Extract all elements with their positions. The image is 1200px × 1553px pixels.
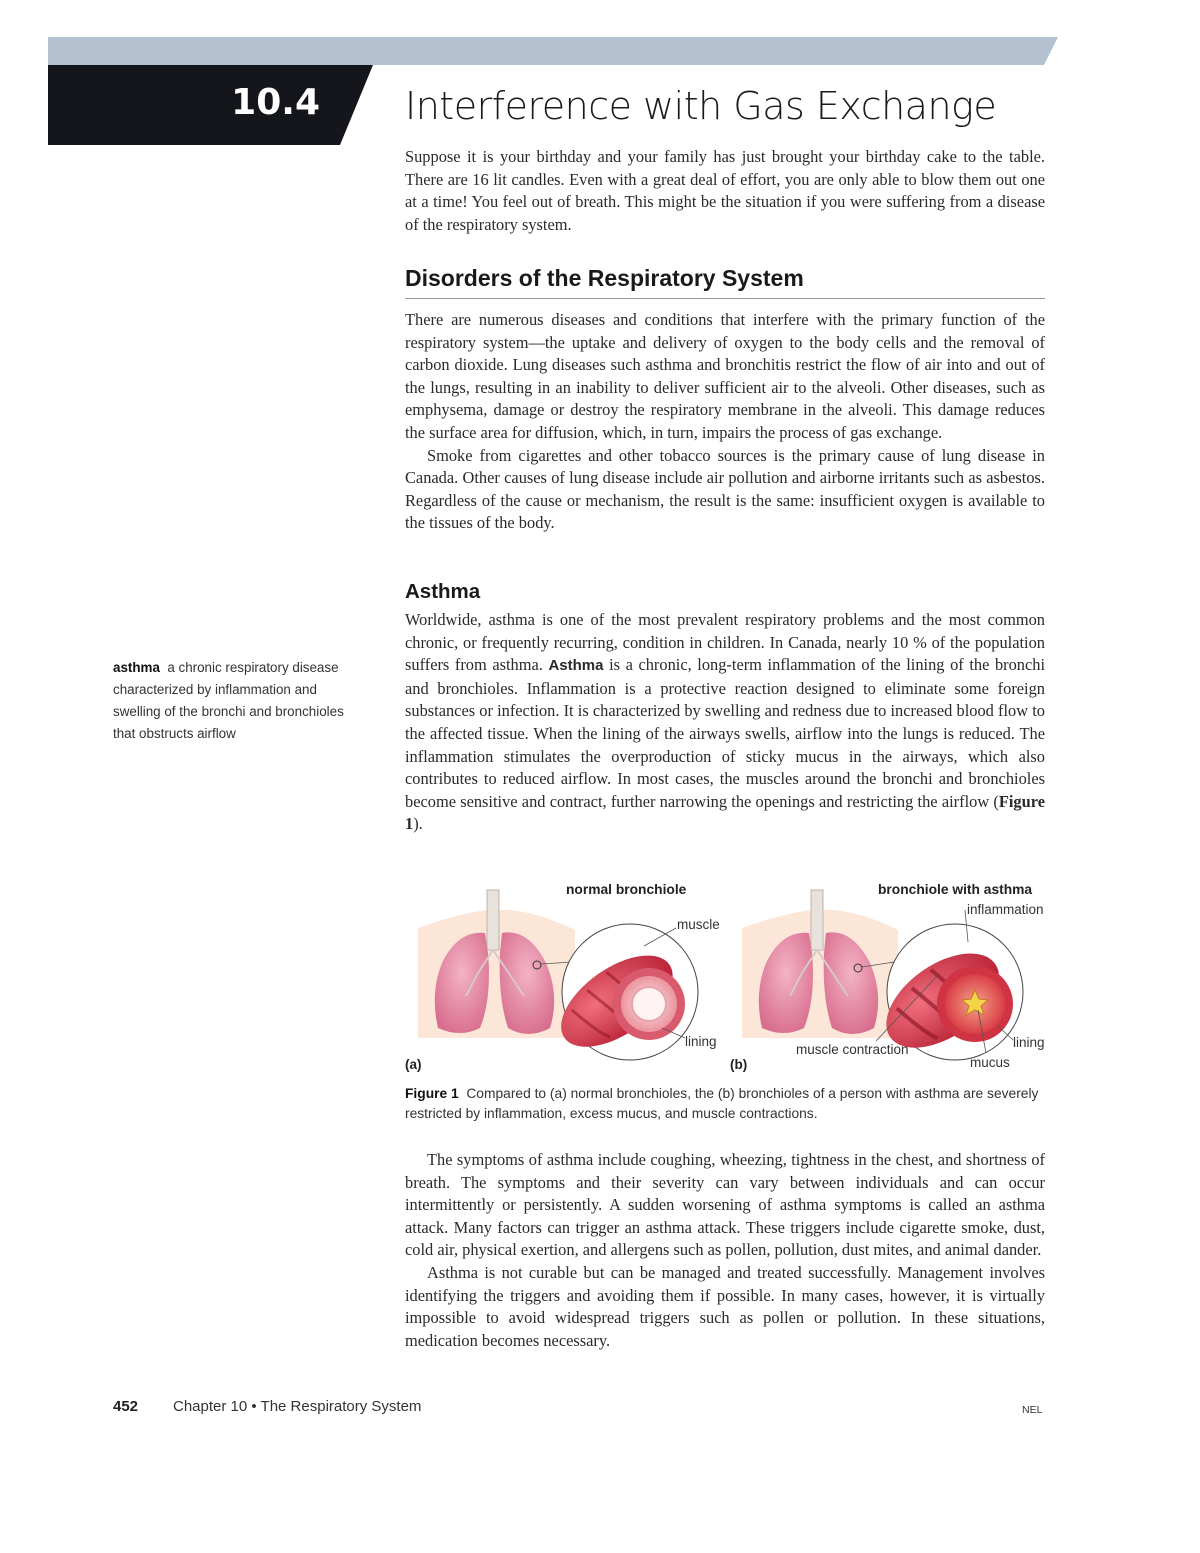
caption-label: Figure 1 [405,1086,459,1101]
margin-definition-text: a chronic respiratory disease characterized by inflammation and swelling of the bronchi and bronchioles that obstructs airflow [113,660,344,741]
label-muscle-contraction: muscle contraction [796,1042,909,1057]
figure-1 [400,878,1055,1078]
asthma-continued [405,1149,1045,1352]
panel-a-letter: (a) [405,1057,422,1072]
chapter-footer: Chapter 10 • The Respiratory System [173,1398,422,1415]
intro-paragraph: Suppose it is your birthday and your family has just brought your birthday cake to the table. There are 16 lit candles. Even with a great deal of effort, you are only able to blow them out one at a time! You feel out of breath. This might be the situation if you were suffering from a disease of the respiratory system. [405,147,1045,234]
asthma-p1-text-b: is a chronic, long-term inflammation of the lining of the bronchi and bronchioles. Inflammation is a protective reaction designed to eliminate some foreign substances or infection. It is characterized by swelling and redness due to increased blood flow to the affected tissue. When the lining of the airways swells, airflow into the lungs is reduced. The inflammation stimulates the overproduction of sticky mucus in the airways, which also contributes to reduced airflow. In most cases, the muscles around the bronchi and bronchioles become sensitive and contract, further narrowing the openings and restricting the airflow ( [405,655,1046,811]
disorders-paragraph-1: There are numerous diseases and conditions that interfere with the primary function of the respiratory system—the uptake and delivery of oxygen to the body cells and the removal of carbon dioxide. Lung diseases such asthma and bronchitis restrict the flow of air into and out of the lungs, resulting in an inability to deliver sufficient air to the alveoli. Other diseases, such as emphysema, damage or destroy the respiratory membrane in the alveoli. This damage reduces the surface area for diffusion, which, in turn, impairs the process of gas exchange. [405,310,1045,442]
publisher-mark: NEL [1022,1404,1043,1416]
margin-definition [113,657,363,745]
figure-caption [405,1084,1045,1124]
header-band [48,37,1058,65]
section-heading-disorders: Disorders of the Respiratory System [405,265,804,291]
page-number: 452 [113,1398,139,1415]
figure-reference: Figure 1 [405,791,1045,834]
asthma-paragraph-2: The symptoms of asthma include coughing, wheezing, tightness in the chest, and shortness of breath. The symptoms and their severity can vary between individuals and can occur intermittently or persistently. A sudden worsening of asthma symptoms is called an asthma attack. Many factors can trigger an asthma attack. These triggers include cigarette smoke, dust, cold air, physical exertion, and allergens such as pollen, pollution, dust mites, and animal dander. [405,1150,1045,1260]
label-lining-b: lining [1013,1035,1045,1050]
disorders-body [405,309,1045,535]
asthma-paragraph-1 [405,609,1045,836]
open-airway-a [632,987,666,1021]
heading-rule [405,298,1045,299]
trachea-b [811,890,823,950]
label-lining-a: lining [685,1034,717,1049]
label-inflammation: inflammation [967,902,1044,917]
panel-b-title: bronchiole with asthma [878,882,1033,897]
panel-a-title: normal bronchiole [566,882,687,897]
disorders-paragraph-2: Smoke from cigarettes and other tobacco sources is the primary cause of lung disease in Canada. Other causes of lung disease include air pollution and airborne irritants such as asbestos. Regardless of the cause or mechanism, the result is the same: insufficient oxygen is available to the tissues of the body. [405,445,1045,533]
margin-term: asthma [113,660,160,675]
asthma-paragraph-3: Asthma is not curable but can be managed and treated successfully. Management involves identifying the triggers and avoiding them if possible. In many cases, however, it is virtually impossible to avoid widespread triggers such as pollen or pollution. In these situations, medication becomes necessary. [405,1262,1045,1350]
label-mucus: mucus [970,1055,1010,1070]
caption-text: Compared to (a) normal bronchioles, the (b) bronchioles of a person with asthma are severely restricted by inflammation, excess mucus, and muscle contractions. [405,1086,1039,1121]
asthma-key-term: Asthma [548,657,604,675]
section-number: 10.4 [231,82,320,123]
label-muscle: muscle [677,917,720,932]
panel-b-letter: (b) [730,1057,748,1072]
bronchiole-illustration [400,878,1055,1078]
page-title: Interference with Gas Exchange [405,84,997,128]
asthma-p1-text-c: ). [413,814,423,834]
trachea-a [487,890,499,950]
subheading-asthma: Asthma [405,580,481,603]
asthma-p1-text-a: Worldwide, asthma is one of the most prevalent respiratory problems and the most common chronic, or frequently recurring, condition in children. In Canada, nearly 10 % of the population suffers from asthma. [405,610,1045,675]
